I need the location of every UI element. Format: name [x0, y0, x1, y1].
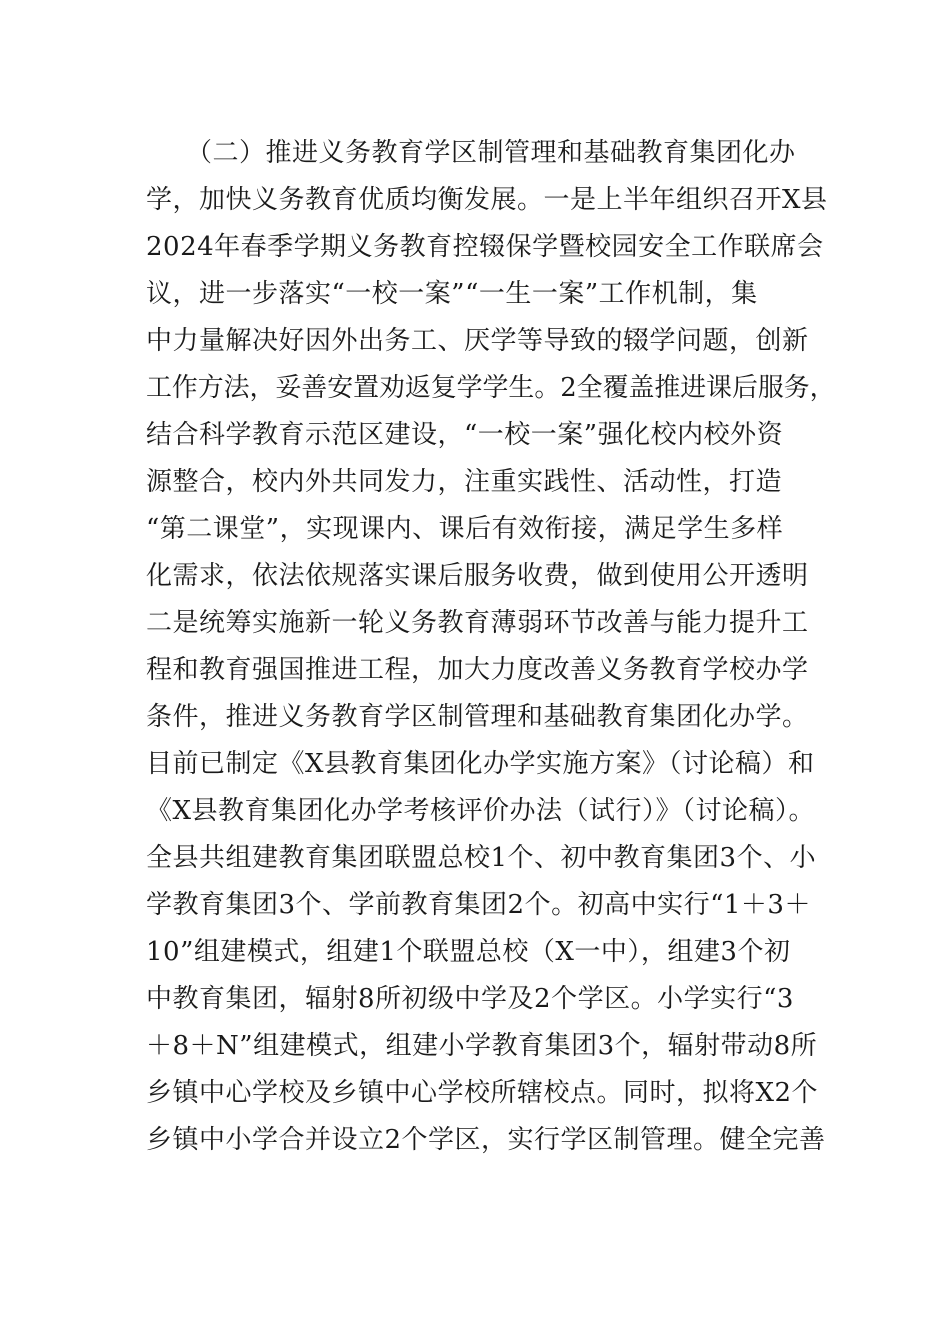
text-line: 议，进一步落实“一校一案”“一生一案”工作机制，集: [146, 279, 758, 309]
text-line: 结合科学教育示范区建设，“一校一案”强化校内校外资: [146, 420, 784, 450]
body-paragraph: [146, 130, 836, 1164]
text-line: 中教育集团，辐射8所初级中学及2个学区。小学实行“3: [146, 984, 794, 1014]
text-line: 化需求，依法依规落实课后服务收费，做到使用公开透明: [146, 561, 809, 591]
text-line: 《X县教育集团化办学考核评价办法（试行）》（讨论稿）。: [146, 796, 816, 826]
text-line: 乡镇中小学合并设立2个学区，实行学区制管理。健全完善: [146, 1125, 826, 1155]
text-line: 2024年春季学期义务教育控辍保学暨校园安全工作联席会: [146, 232, 824, 262]
text-line: 目前已制定《X县教育集团化办学实施方案》（讨论稿）和: [146, 749, 815, 779]
text-line: 程和教育强国推进工程，加大力度改善义务教育学校办学: [146, 655, 809, 685]
text-line: 源整合，校内外共同发力，注重实践性、活动性，打造: [146, 467, 783, 497]
text-line: 乡镇中心学校及乡镇中心学校所辖校点。同时，拟将X2个: [146, 1078, 819, 1108]
text-line: 工作方法，妥善安置劝返复学学生。2全覆盖推进课后服务，: [146, 373, 836, 403]
text-line: “第二课堂”，实现课内、课后有效衔接，满足学生多样: [146, 514, 784, 544]
text-line: 全县共组建教育集团联盟总校1个、初中教育集团3个、小: [146, 843, 817, 873]
text-line: ＋8＋N”组建模式，组建小学教育集团3个，辐射带动8所: [146, 1031, 818, 1061]
text-line: （二）推进义务教育学区制管理和基础教育集团化办: [146, 138, 796, 168]
text-line: 条件，推进义务教育学区制管理和基础教育集团化办学。: [146, 702, 809, 732]
text-line: 10”组建模式，组建1个联盟总校（X一中），组建3个初: [146, 937, 791, 967]
text-line: 二是统筹实施新一轮义务教育薄弱环节改善与能力提升工: [146, 608, 809, 638]
text-line: 学，加快义务教育优质均衡发展。一是上半年组织召开X县: [146, 185, 828, 215]
text-line: 学教育集团3个、学前教育集团2个。初高中实行“1＋3＋: [146, 890, 811, 920]
text-line: 中力量解决好因外出务工、厌学等导致的辍学问题，创新: [146, 326, 809, 356]
